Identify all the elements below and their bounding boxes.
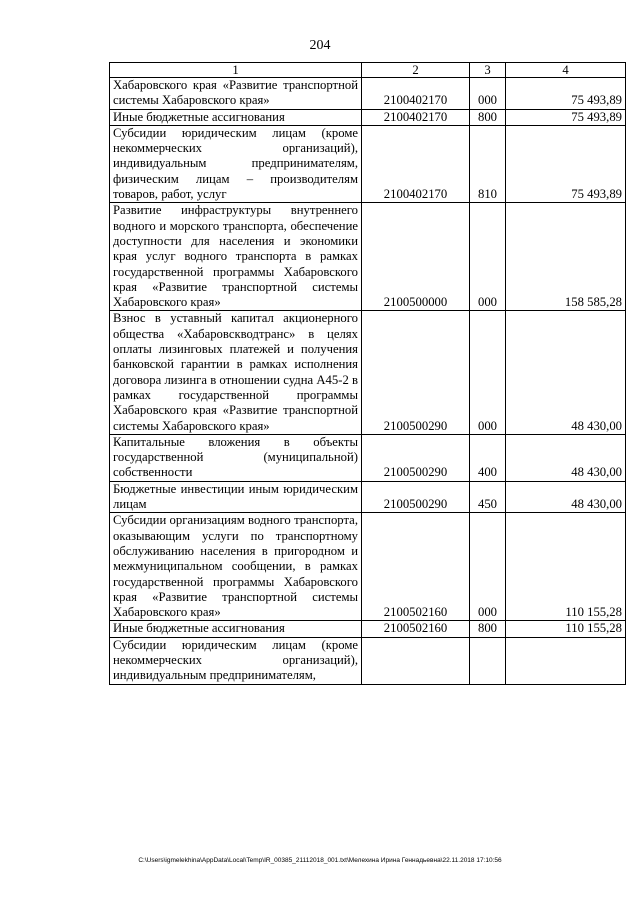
row-type: 000 [470, 513, 506, 621]
row-amount: 110 155,28 [506, 513, 626, 621]
row-code: 2100402170 [362, 125, 470, 202]
row-amount: 48 430,00 [506, 481, 626, 513]
row-name: Субсидии юридическим лицам (кроме некоммерческих организаций), индивидуальным предпринимателям, физическим лицам – производителям товаров, работ, услуг [110, 125, 362, 202]
table-row [110, 311, 626, 434]
row-code: 2100500290 [362, 481, 470, 513]
row-code: 2100500290 [362, 311, 470, 434]
table-row [110, 621, 626, 637]
row-amount: 75 493,89 [506, 109, 626, 125]
row-name: Субсидии юридическим лицам (кроме некоммерческих организаций), индивидуальным предпринимателям, [110, 637, 362, 684]
row-type: 400 [470, 434, 506, 481]
row-type: 810 [470, 125, 506, 202]
budget-table [109, 62, 626, 685]
row-amount [506, 637, 626, 684]
row-code: 2100502160 [362, 621, 470, 637]
row-amount: 110 155,28 [506, 621, 626, 637]
header-row [110, 63, 626, 78]
row-amount: 48 430,00 [506, 434, 626, 481]
row-name: Капитальные вложения в объекты государственной (муниципальной) собственности [110, 434, 362, 481]
table-row [110, 481, 626, 513]
column-header-4: 4 [506, 63, 626, 78]
row-type: 800 [470, 109, 506, 125]
row-type [470, 637, 506, 684]
table-row [110, 125, 626, 202]
row-type: 000 [470, 311, 506, 434]
row-code: 2100402170 [362, 109, 470, 125]
table-row [110, 78, 626, 110]
table-row [110, 203, 626, 311]
row-type: 000 [470, 78, 506, 110]
row-code: 2100502160 [362, 513, 470, 621]
row-code: 2100500290 [362, 434, 470, 481]
row-name: Взнос в уставный капитал акционерного общества «Хабаровскводтранс» в целях оплаты лизинговых платежей и получения банковской гарантии в рамках исполнения договора лизинга в отношении судна А45-2 в рамках государственной программы Хабаровского края «Развитие транспортной системы Хабаровского края» [110, 311, 362, 434]
page-number: 204 [309, 38, 331, 53]
row-name: Хабаровского края «Развитие транспортной системы Хабаровского края» [110, 78, 362, 110]
row-amount: 75 493,89 [506, 125, 626, 202]
table-row [110, 513, 626, 621]
column-header-3: 3 [470, 63, 506, 78]
row-name: Иные бюджетные ассигнования [110, 621, 362, 637]
row-code [362, 637, 470, 684]
row-amount: 158 585,28 [506, 203, 626, 311]
table-row [110, 637, 626, 684]
row-type: 450 [470, 481, 506, 513]
row-name: Развитие инфраструктуры внутреннего водного и морского транспорта, обеспечение доступности для населения и экономики края услуг водного транспорта в рамках государственной программы Хабаровского края «Развитие транспортной системы Хабаровского края» [110, 203, 362, 311]
column-header-2: 2 [362, 63, 470, 78]
row-code: 2100402170 [362, 78, 470, 110]
row-amount: 48 430,00 [506, 311, 626, 434]
row-code: 2100500000 [362, 203, 470, 311]
table-row [110, 109, 626, 125]
file-path-footer: C:\Users\igmelekhina\AppData\Local\Temp\IR_00385_21112018_001.txt\Мелехина Ирина Геннадьевна\22.11.2018 17:10:56 [138, 857, 502, 864]
table-row [110, 434, 626, 481]
row-name: Бюджетные инвестиции иным юридическим лицам [110, 481, 362, 513]
row-name: Субсидии организациям водного транспорта, оказывающим услуги по транспортному обслуживанию населения в пригородном и межмуниципальном сообщении, в рамках государственной программы Хабаровского края «Развитие транспортной системы Хабаровского края» [110, 513, 362, 621]
row-type: 800 [470, 621, 506, 637]
row-type: 000 [470, 203, 506, 311]
row-name: Иные бюджетные ассигнования [110, 109, 362, 125]
column-header-1: 1 [110, 63, 362, 78]
row-amount: 75 493,89 [506, 78, 626, 110]
